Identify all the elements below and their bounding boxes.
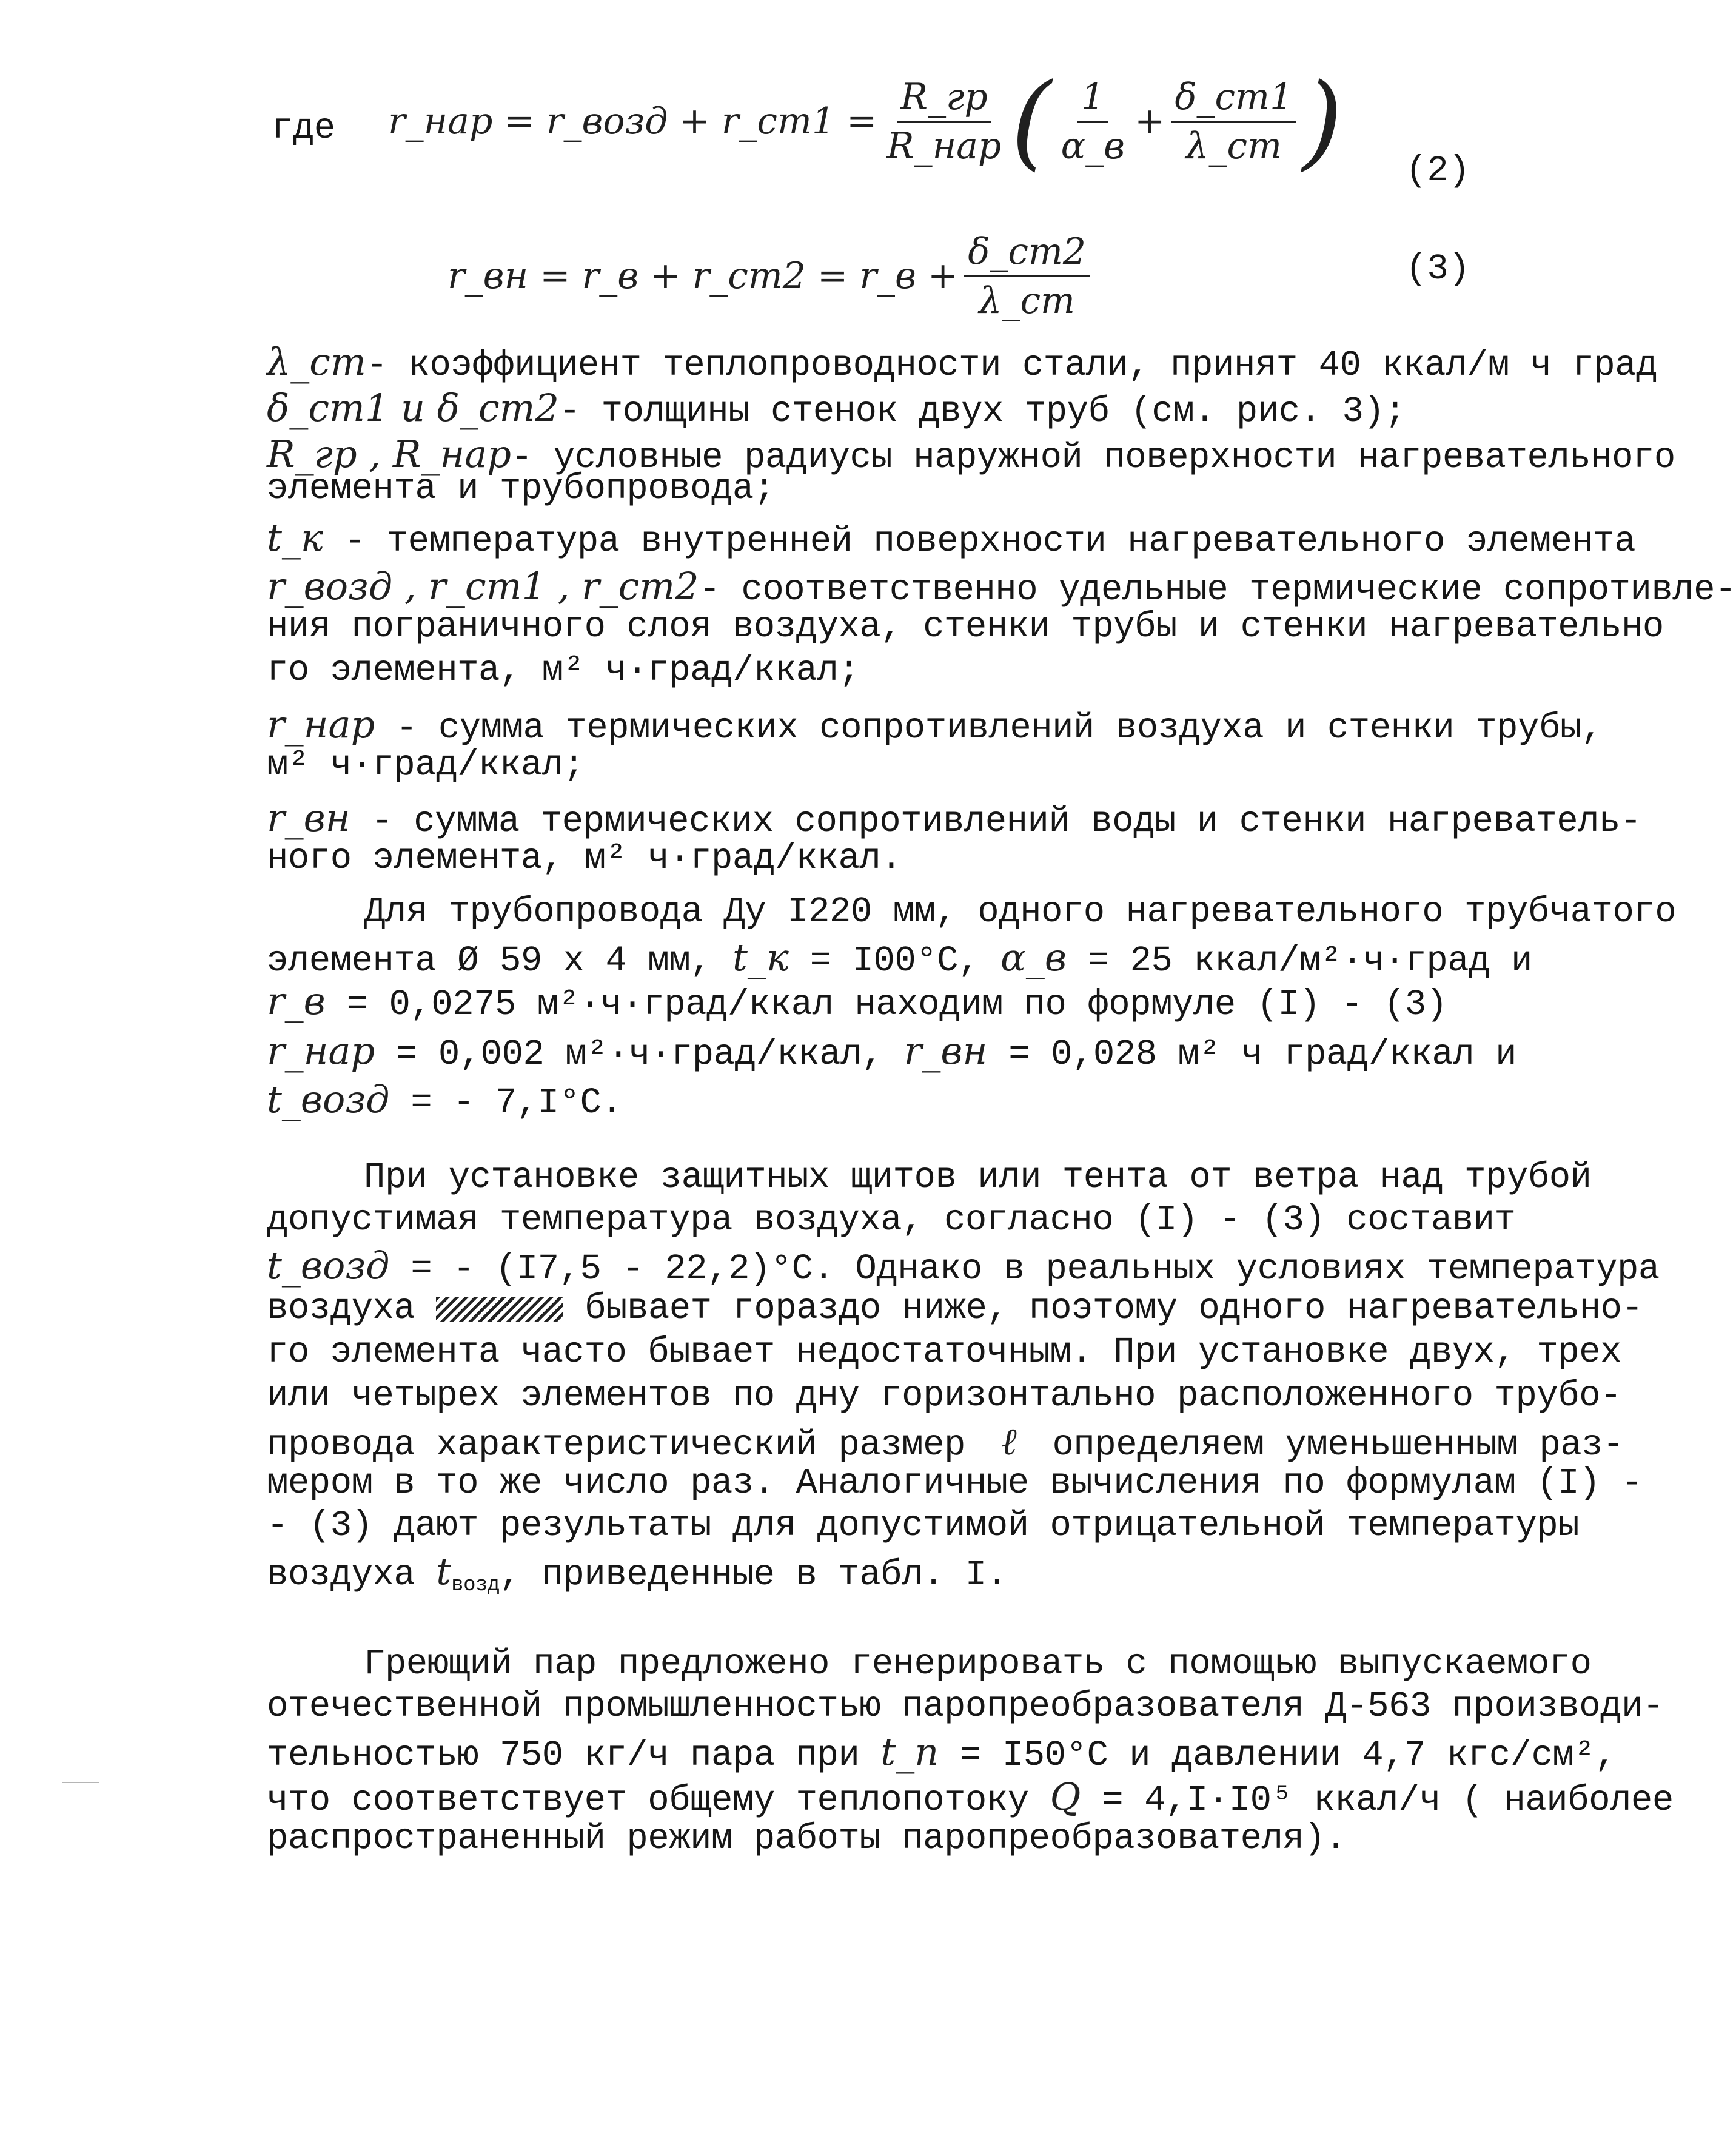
paragraph-3-line-5: распространенный режим работы паропреобразователя). [267, 1818, 1347, 1859]
paragraph-1-line-5: t_возд = - 7,I°С. [267, 1077, 623, 1123]
paragraph-2-line-6: или четырех элементов по дну горизонтально расположенного трубо- [267, 1376, 1621, 1416]
paragraph-2-line-9: - (3) дают результаты для допустимой отрицательной температуры [267, 1505, 1580, 1546]
definition-resistances-cont1: ния пограничного слоя воздуха, стенки трубы и стенки нагревательно [267, 606, 1664, 647]
paragraph-2-line-1: При установке защитных щитов или тента от ветра над трубой [364, 1157, 1592, 1198]
formula-2 [388, 58, 1342, 185]
paragraph-2-line-5: го элемента часто бывает недостаточным. При установке двух, трех [267, 1332, 1621, 1372]
definition-delta: δ_ст1 и δ_ст2- толщины стенок двух труб (см. рис. 3); [267, 386, 1406, 432]
fraction-delta2-lambda: $\frac{\delta\_ст2}{\lambda\_ст}$ [964, 230, 1090, 322]
fraction-rgr-rnar: $\frac{R\_гр}{\text{R\_нар}}$ [886, 75, 1002, 167]
paragraph-2-line-7: провода характеристический размер ℓ определяем уменьшенным раз- [267, 1419, 1624, 1465]
paragraph-1-line-3: r_в = 0,0275 м²·ч·град/ккал находим по формуле (I) - (3) [267, 979, 1447, 1025]
definition-rnar: r_нар - сумма термических сопротивлений воздуха и стенки трубы, [267, 702, 1603, 748]
paragraph-3-line-4: что соответствует общему теплопотоку Q = 4,I·I0⁵ ккал/ч ( наиболее [267, 1775, 1674, 1821]
definition-radii: R_гр , R_нар- условные радиусы наружной поверхности нагревательного [267, 432, 1675, 478]
paragraph-2-line-4: воздуха бывает гораздо ниже, поэтому одного нагревательно- [267, 1288, 1643, 1329]
fraction-delta-lambda: $\frac{\delta\_ст1}{\lambda\_ст}$ [1171, 76, 1296, 167]
definition-resistances-cont2: го элемента, м² ч·град/ккал; [267, 650, 860, 691]
paragraph-3-line-2: отечественной промышленностью паропреобразователя Д-563 производи- [267, 1686, 1664, 1727]
open-paren: ( [1011, 61, 1051, 181]
where-label: где [272, 108, 335, 149]
paragraph-1-line-1: Для трубопровода Ду I220 мм, одного нагревательного трубчатого [364, 892, 1677, 932]
paragraph-2-line-10: воздуха $t_{возд}$, приведенные в табл. I. [267, 1549, 1008, 1597]
equation-number-2: (2) [1406, 150, 1470, 191]
definition-rvn-cont: ного элемента, м² ч·град/ккал. [267, 838, 902, 879]
struck-out-word [436, 1297, 563, 1322]
definition-radii-cont: элемента и трубопровода; [267, 468, 775, 509]
paragraph-3-line-1: Греющий пар предложено генерировать с помощью выпускаемого [364, 1644, 1592, 1684]
paragraph-2-line-3: t_возд = - (I7,5 - 22,2)°С. Однако в реальных условиях температура [267, 1243, 1660, 1289]
margin-mark [62, 1782, 99, 1783]
equation-number-3: (3) [1406, 249, 1470, 289]
definition-rnar-cont: м² ч·град/ккал; [267, 745, 585, 785]
definition-lambda: λ_ст- коэффициент теплопроводности стали, принят 40 ккал/м ч град [267, 340, 1658, 386]
close-paren: ) [1302, 61, 1343, 181]
definition-rvn: r_вн - сумма термических сопротивлений воды и стенки нагреватель- [267, 796, 1641, 842]
paragraph-1-line-2: элемента Ø 59 х 4 мм, t_к = I00°С, α_в = 25 ккал/м²·ч·град и [267, 935, 1532, 981]
paragraph-2-line-8: мером в то же число раз. Аналогичные вычисления по формулам (I) - [267, 1463, 1643, 1503]
formula-2-lhs: r_нар = r_возд + r_ст1 = [388, 100, 877, 143]
paragraph-2-line-2: допустимая температура воздуха, согласно (I) - (3) составит [267, 1200, 1516, 1240]
definition-tk: t_к - температура внутренней поверхности нагревательного элемента [267, 516, 1636, 562]
formula-3 [447, 224, 1096, 328]
paragraph-3-line-3: тельностью 750 кг/ч пара при t_п = I50°С и давлении 4,7 кгс/см², [267, 1730, 1617, 1776]
fraction-one-alpha: $\frac{1}{\alpha\_в}$ [1061, 75, 1125, 167]
definition-resistances: r_возд , r_ст1 , r_ст2- соответственно удельные термические сопротивле- [267, 564, 1736, 610]
plus-sign: + [1134, 100, 1165, 143]
paragraph-1-line-4: r_нар = 0,002 м²·ч·град/ккал, r_вн = 0,028 м² ч град/ккал и [267, 1029, 1517, 1075]
formula-3-lhs: r_вн = r_в + r_ст2 = r_в + [447, 255, 959, 297]
